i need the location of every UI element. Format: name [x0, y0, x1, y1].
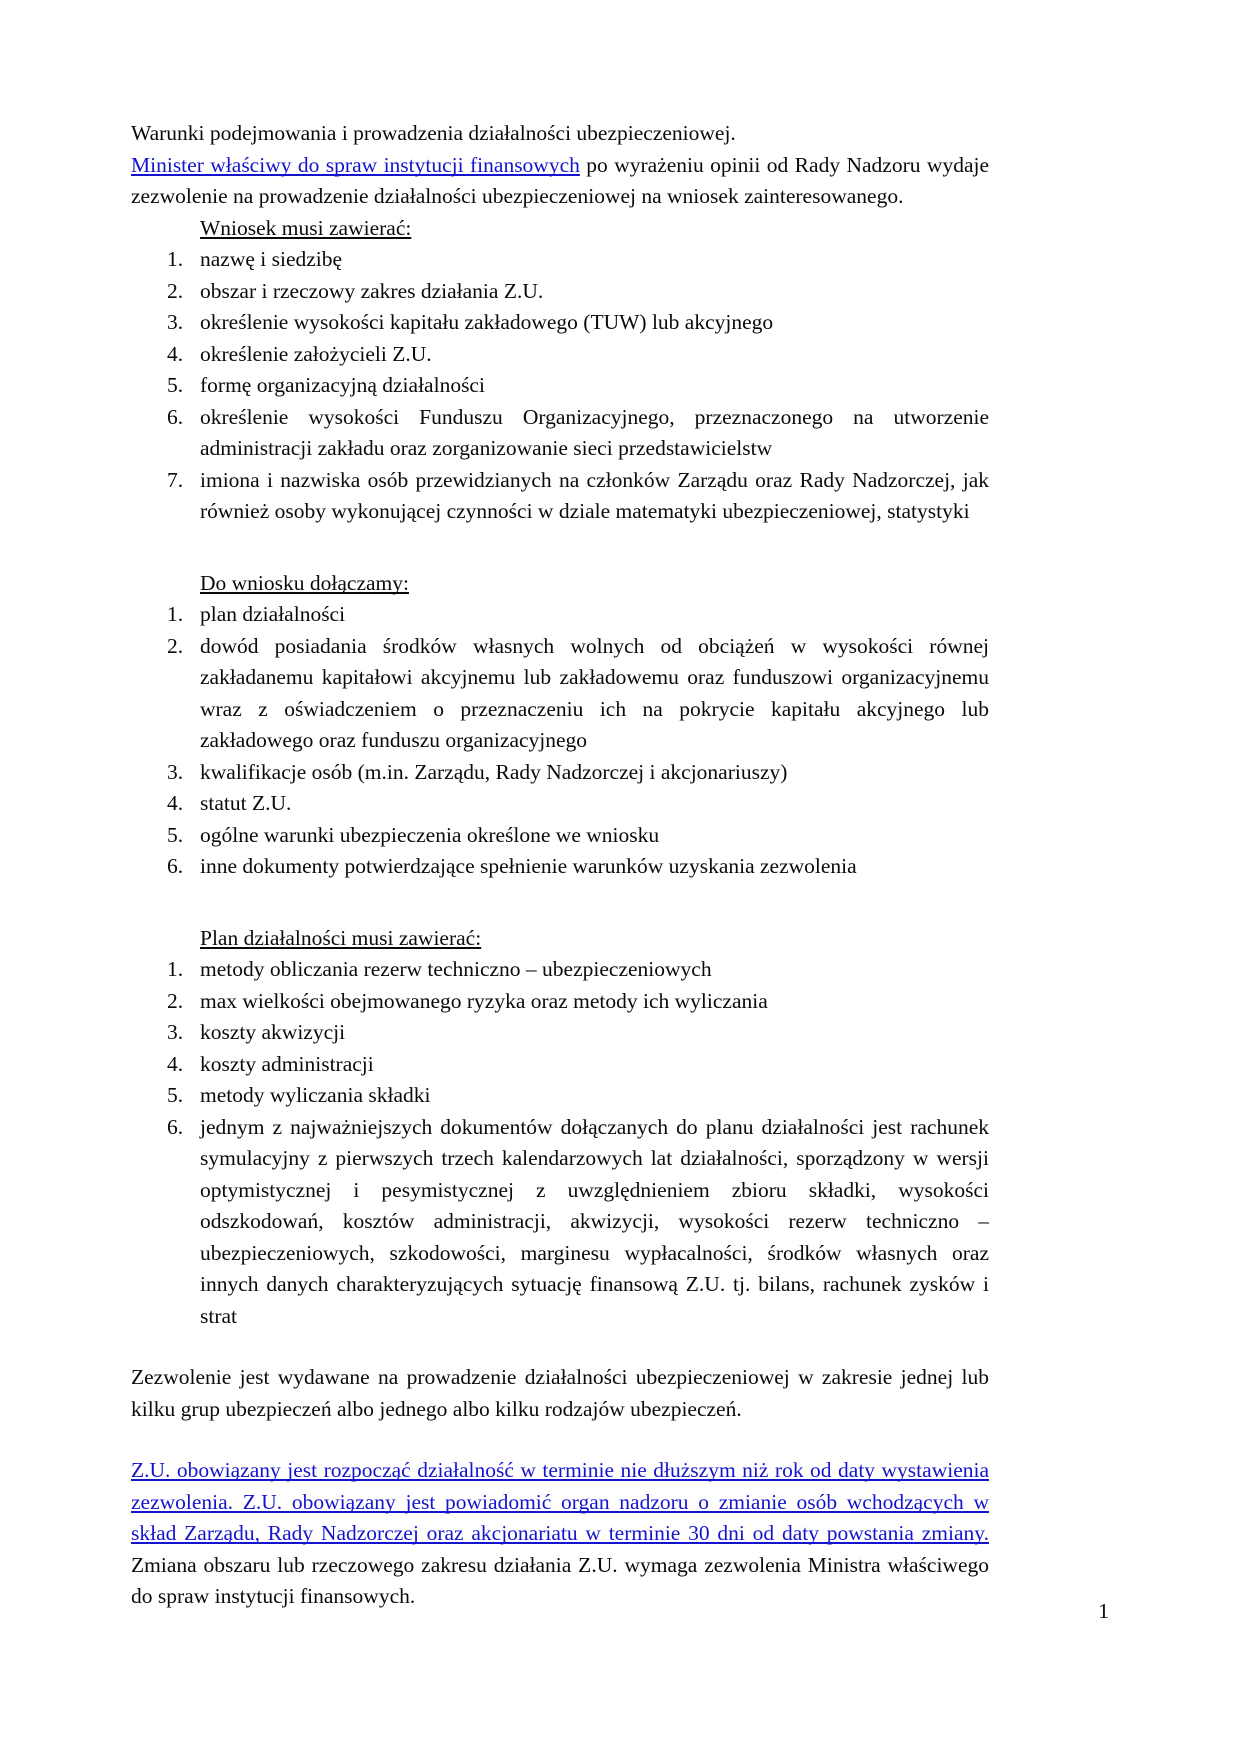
zu-obligation-link[interactable]: Z.U. obowiązany jest rozpocząć działalność w terminie nie dłuższym niż rok od daty wystawienia zezwolenia. Z.U. obowiązany jest powiadomić organ nadzoru o zmianie osób wchodzących w skład Zarządu, Rady Nadzorczej oraz akcjonariatu w terminie 30 dni od daty powstania zmiany.: [131, 1458, 989, 1545]
list-item: określenie wysokości Funduszu Organizacyjnego, przeznaczonego na utworzenie administracji zakładu oraz zorganizowanie sieci przedstawicielstw: [200, 404, 989, 460]
intro-paragraph-rest: po wyrażeniu opinii od Rady Nadzoru wydaje zezwolenie na prowadzenie działalności ubezpieczeniowej na wniosek zainteresowanego.: [131, 152, 990, 208]
section3-heading: Plan działalności musi zawierać:: [200, 925, 482, 950]
list-item: max wielkości obejmowanego ryzyka oraz metody ich wyliczania: [200, 988, 768, 1013]
section2-list: [131, 599, 989, 883]
final-paragraph-rest: Zmiana obszaru lub rzeczowego zakresu działania Z.U. wymaga zezwolenia Ministra właściwego do spraw instytucji finansowych.: [131, 1552, 989, 1608]
list-item: formę organizacyjną działalności: [200, 373, 485, 397]
list-item: nazwę i siedzibę: [200, 247, 343, 271]
list-item: obszar i rzeczowy zakres działania Z.U.: [200, 278, 544, 303]
section1-list: [131, 244, 989, 528]
list-item: określenie założycieli Z.U.: [200, 341, 432, 366]
section1-heading: Wniosek musi zawierać:: [200, 215, 412, 240]
section1-heading-wrap: [131, 213, 989, 245]
list-item: imiona i nazwiska osób przewidzianych na członków Zarządu oraz Rady Nadzorczej, jak również osoby wykonującej czynności w dziale matematyki ubezpieczeniowej, statystyki: [200, 467, 989, 523]
list-item: statut Z.U.: [200, 791, 292, 815]
list-item: jednym z najważniejszych dokumentów dołączanych do planu działalności jest rachunek symulacyjny z pierwszych trzech kalendarzowych lat działalności, sporządzony w wersji optymistycznej i pesymistycznej z uwzględnieniem zbioru składki, wysokości odszkodowań, kosztów administracji, akwizycji, wysokości rezerw techniczno – ubezpieczeniowych, szkodowości, marginesu wypłacalności, środków własnych oraz innych danych charakteryzujących sytuację finansową Z.U. tj. bilans, rachunek zysków i strat: [200, 1114, 989, 1328]
section3-heading-wrap: [131, 923, 989, 955]
list-item: metody wyliczania składki: [200, 1083, 431, 1107]
intro-paragraph: [131, 150, 989, 213]
section2-heading: Do wniosku dołączamy:: [200, 570, 409, 595]
section2-heading-wrap: [131, 568, 989, 600]
list-item: określenie wysokości kapitału zakładowego (TUW) lub akcyjnego: [200, 310, 774, 334]
minister-link[interactable]: Minister właściwy do spraw instytucji finansowych: [131, 152, 580, 177]
section3-list: [131, 954, 989, 1332]
list-item: inne dokumenty potwierdzające spełnienie warunków uzyskania zezwolenia: [200, 854, 857, 878]
page-number: 1: [1098, 1599, 1109, 1623]
spacer: [131, 1332, 989, 1362]
list-item: koszty akwizycji: [200, 1020, 346, 1044]
spacer: [131, 883, 989, 923]
list-item: koszty administracji: [200, 1051, 374, 1076]
document-body: [131, 118, 989, 1613]
list-item: dowód posiadania środków własnych wolnych od obciążeń w wysokości równej zakładanemu kapitałowi akcyjnemu lub zakładowemu oraz funduszowi organizacyjnemu wraz z oświadczeniem o przeznaczeniu ich na pokrycie kapitału akcyjnego lub zakładowego oraz funduszu organizacyjnego: [200, 633, 989, 752]
closing-paragraph: Zezwolenie jest wydawane na prowadzenie działalności ubezpieczeniowej w zakresie jednej lub kilku grup ubezpieczeń albo jednego albo kilku rodzajów ubezpieczeń.: [131, 1365, 989, 1421]
final-paragraph: [131, 1455, 989, 1613]
list-item: plan działalności: [200, 602, 346, 626]
spacer: [131, 1425, 989, 1455]
list-item: kwalifikacje osób (m.in. Zarządu, Rady Nadzorczej i akcjonariuszy): [200, 759, 788, 784]
spacer: [131, 528, 989, 568]
list-item: ogólne warunki ubezpieczenia określone we wniosku: [200, 822, 660, 847]
list-item: metody obliczania rezerw techniczno – ubezpieczeniowych: [200, 957, 712, 981]
document-title-line: Warunki podejmowania i prowadzenia działalności ubezpieczeniowej.: [131, 121, 736, 145]
